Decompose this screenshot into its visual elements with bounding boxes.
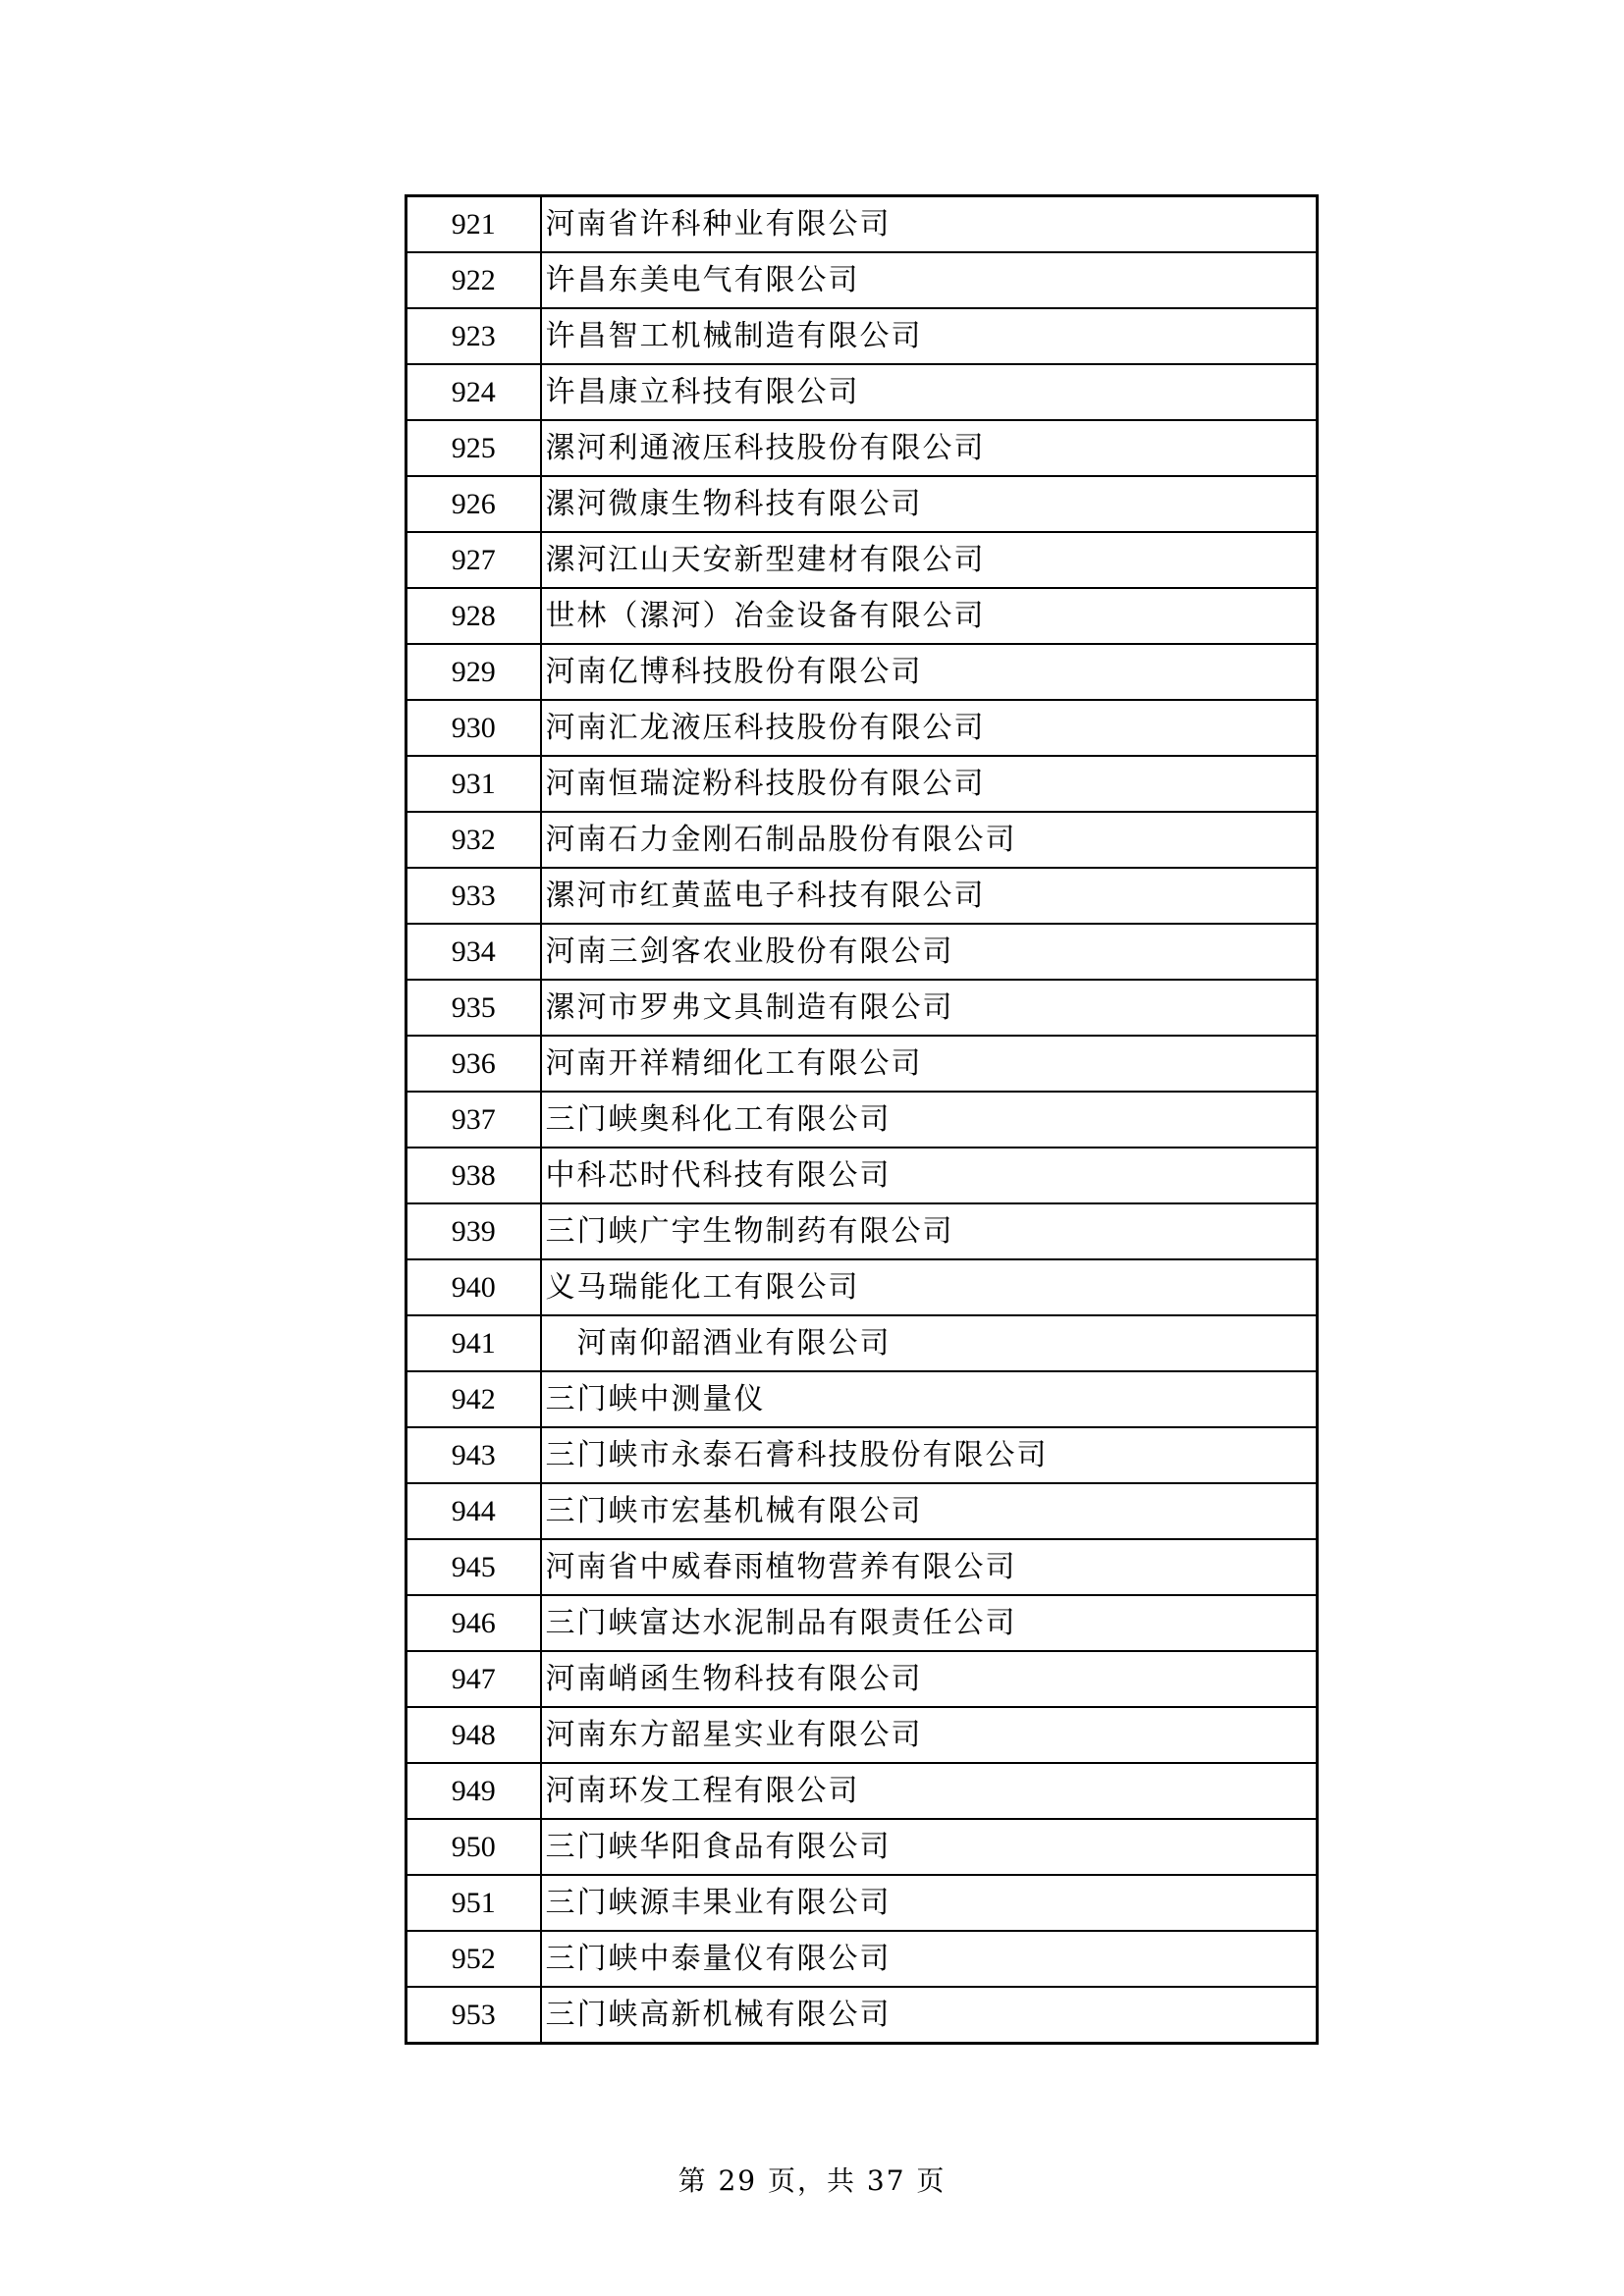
company-name: 三门峡富达水泥制品有限责任公司 (541, 1595, 1318, 1651)
company-name: 河南开祥精细化工有限公司 (541, 1036, 1318, 1092)
table-row (406, 1259, 1318, 1315)
row-number: 925 (406, 420, 541, 476)
company-name: 河南峭函生物科技有限公司 (541, 1651, 1318, 1707)
table-row (406, 420, 1318, 476)
table-row (406, 1036, 1318, 1092)
table-row (406, 644, 1318, 700)
company-list-body (406, 196, 1318, 2044)
company-name: 许昌智工机械制造有限公司 (541, 308, 1318, 364)
table-row (406, 756, 1318, 812)
company-name: 漯河微康生物科技有限公司 (541, 476, 1318, 532)
row-number: 938 (406, 1148, 541, 1203)
table-row (406, 1931, 1318, 1987)
company-name: 漯河市红黄蓝电子科技有限公司 (541, 868, 1318, 924)
table-row (406, 1819, 1318, 1875)
row-number: 928 (406, 588, 541, 644)
row-number: 930 (406, 700, 541, 756)
page-footer: 第 29 页，共 37 页 (677, 2164, 947, 2197)
company-name: 三门峡源丰果业有限公司 (541, 1875, 1318, 1931)
row-number: 950 (406, 1819, 541, 1875)
row-number: 931 (406, 756, 541, 812)
company-name: 三门峡华阳食品有限公司 (541, 1819, 1318, 1875)
row-number: 942 (406, 1371, 541, 1427)
row-number: 947 (406, 1651, 541, 1707)
company-name: 河南省中威春雨植物营养有限公司 (541, 1539, 1318, 1595)
company-name: 中科芯时代科技有限公司 (541, 1148, 1318, 1203)
row-number: 932 (406, 812, 541, 868)
row-number: 927 (406, 532, 541, 588)
row-number: 951 (406, 1875, 541, 1931)
row-number: 923 (406, 308, 541, 364)
company-name: 河南东方韶星实业有限公司 (541, 1707, 1318, 1763)
company-name: 漯河江山天安新型建材有限公司 (541, 532, 1318, 588)
row-number: 945 (406, 1539, 541, 1595)
row-number: 929 (406, 644, 541, 700)
table-row (406, 1875, 1318, 1931)
table-row (406, 196, 1318, 253)
row-number: 949 (406, 1763, 541, 1819)
table-row (406, 812, 1318, 868)
company-name: 河南恒瑞淀粉科技股份有限公司 (541, 756, 1318, 812)
company-name: 河南仰韶酒业有限公司 (541, 1315, 1318, 1371)
table-row (406, 868, 1318, 924)
row-number: 921 (406, 196, 541, 253)
table-row (406, 1987, 1318, 2044)
row-number: 937 (406, 1092, 541, 1148)
row-number: 940 (406, 1259, 541, 1315)
row-number: 946 (406, 1595, 541, 1651)
table-row (406, 1371, 1318, 1427)
row-number: 943 (406, 1427, 541, 1483)
table-row (406, 1707, 1318, 1763)
row-number: 952 (406, 1931, 541, 1987)
company-name: 河南环发工程有限公司 (541, 1763, 1318, 1819)
row-number: 941 (406, 1315, 541, 1371)
row-number: 926 (406, 476, 541, 532)
row-number: 936 (406, 1036, 541, 1092)
company-list-table (405, 194, 1319, 2045)
company-name: 三门峡中泰量仪有限公司 (541, 1931, 1318, 1987)
company-name: 三门峡中测量仪 (541, 1371, 1318, 1427)
row-number: 934 (406, 924, 541, 980)
company-name: 许昌康立科技有限公司 (541, 364, 1318, 420)
table-row (406, 700, 1318, 756)
company-name: 河南石力金刚石制品股份有限公司 (541, 812, 1318, 868)
table-row (406, 364, 1318, 420)
table-row (406, 1763, 1318, 1819)
company-name: 许昌东美电气有限公司 (541, 252, 1318, 308)
company-name: 三门峡高新机械有限公司 (541, 1987, 1318, 2044)
row-number: 953 (406, 1987, 541, 2044)
company-name: 三门峡市宏基机械有限公司 (541, 1483, 1318, 1539)
row-number: 922 (406, 252, 541, 308)
table-row (406, 532, 1318, 588)
table-row (406, 1203, 1318, 1259)
row-number: 935 (406, 980, 541, 1036)
company-name: 漯河利通液压科技股份有限公司 (541, 420, 1318, 476)
company-name: 河南三剑客农业股份有限公司 (541, 924, 1318, 980)
row-number: 933 (406, 868, 541, 924)
company-name: 三门峡奥科化工有限公司 (541, 1092, 1318, 1148)
table-row (406, 1092, 1318, 1148)
table-row (406, 588, 1318, 644)
company-name: 河南省许科种业有限公司 (541, 196, 1318, 253)
table-row (406, 1148, 1318, 1203)
company-name: 河南汇龙液压科技股份有限公司 (541, 700, 1318, 756)
company-name: 河南亿博科技股份有限公司 (541, 644, 1318, 700)
row-number: 924 (406, 364, 541, 420)
row-number: 939 (406, 1203, 541, 1259)
table-row (406, 980, 1318, 1036)
table-row (406, 308, 1318, 364)
company-name: 世林（漯河）冶金设备有限公司 (541, 588, 1318, 644)
company-name: 漯河市罗弗文具制造有限公司 (541, 980, 1318, 1036)
company-name: 三门峡市永泰石膏科技股份有限公司 (541, 1427, 1318, 1483)
table-row (406, 924, 1318, 980)
company-name: 三门峡广宇生物制药有限公司 (541, 1203, 1318, 1259)
table-row (406, 1539, 1318, 1595)
table-row (406, 252, 1318, 308)
table-row (406, 1651, 1318, 1707)
table-row (406, 1595, 1318, 1651)
row-number: 944 (406, 1483, 541, 1539)
table-row (406, 1427, 1318, 1483)
table-row (406, 1315, 1318, 1371)
row-number: 948 (406, 1707, 541, 1763)
table-row (406, 476, 1318, 532)
table-row (406, 1483, 1318, 1539)
company-name: 义马瑞能化工有限公司 (541, 1259, 1318, 1315)
